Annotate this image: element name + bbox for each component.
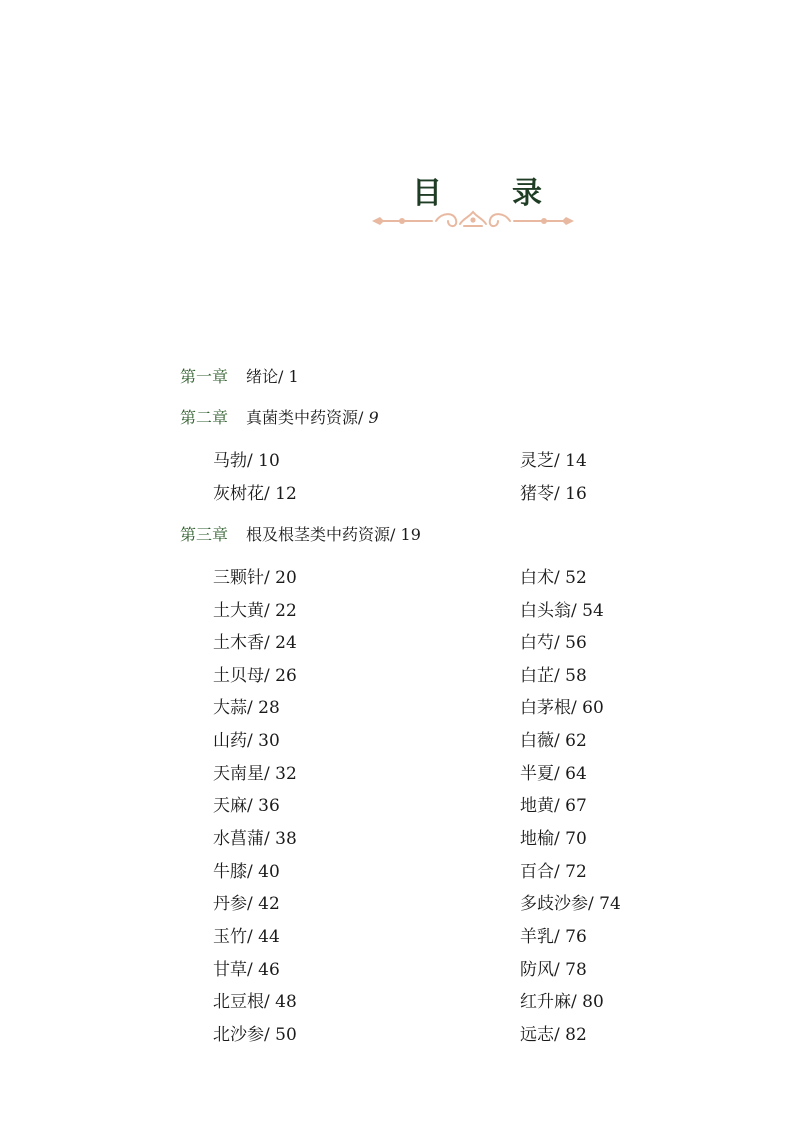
chapter-sep: / xyxy=(278,367,289,386)
chapter-page: 9 xyxy=(368,408,379,427)
chapter-2[interactable] xyxy=(180,405,379,428)
toc-entry[interactable]: 灵芝/ 14 xyxy=(520,451,587,471)
title-char-2: 录 xyxy=(512,176,542,211)
title-char-1: 目 xyxy=(412,176,442,211)
toc-entry[interactable]: 百合/ 72 xyxy=(520,862,587,882)
toc-entry[interactable]: 白芍/ 56 xyxy=(520,633,587,653)
toc-entry[interactable]: 白薇/ 62 xyxy=(520,731,587,751)
toc-entry[interactable]: 白茅根/ 60 xyxy=(520,698,604,718)
chapter-label: 第二章 xyxy=(180,408,229,427)
chapter-sep: / xyxy=(390,525,401,544)
chapter-1[interactable] xyxy=(180,364,299,387)
chapter-name: 真菌类中药资源 xyxy=(246,408,359,427)
toc-entry[interactable]: 甘草/ 46 xyxy=(213,960,280,980)
toc-entry[interactable]: 羊乳/ 76 xyxy=(520,927,587,947)
chapter-page: 19 xyxy=(400,525,421,544)
toc-entry[interactable]: 多歧沙参/ 74 xyxy=(520,894,621,914)
toc-entry[interactable]: 水菖蒲/ 38 xyxy=(213,829,297,849)
toc-entry[interactable]: 大蒜/ 28 xyxy=(213,698,280,718)
toc-entry[interactable]: 土贝母/ 26 xyxy=(213,666,297,686)
toc-entry[interactable]: 玉竹/ 44 xyxy=(213,927,280,947)
toc-entry[interactable]: 马勃/ 10 xyxy=(213,451,280,471)
toc-entry[interactable]: 白头翁/ 54 xyxy=(520,601,604,621)
page-title xyxy=(412,170,542,210)
toc-entry[interactable]: 红升麻/ 80 xyxy=(520,992,604,1012)
toc-entry[interactable]: 白芷/ 58 xyxy=(520,666,587,686)
chapter-page: 1 xyxy=(288,367,299,386)
chapter-label: 第一章 xyxy=(180,367,229,386)
toc-entry[interactable]: 白术/ 52 xyxy=(520,568,587,588)
toc-entry[interactable]: 土木香/ 24 xyxy=(213,633,297,653)
toc-entry[interactable]: 猪苓/ 16 xyxy=(520,484,587,504)
chapter-3[interactable] xyxy=(180,522,421,545)
toc-entry[interactable]: 北豆根/ 48 xyxy=(213,992,297,1012)
toc-entry[interactable]: 地黄/ 67 xyxy=(520,796,587,816)
toc-entry[interactable]: 丹参/ 42 xyxy=(213,894,280,914)
toc-entry[interactable]: 三颗针/ 20 xyxy=(213,568,297,588)
toc-entry[interactable]: 山药/ 30 xyxy=(213,731,280,751)
toc-entry[interactable]: 土大黄/ 22 xyxy=(213,601,297,621)
toc-entry[interactable]: 牛膝/ 40 xyxy=(213,862,280,882)
chapter-sep: / xyxy=(358,408,369,427)
toc-entry[interactable]: 天麻/ 36 xyxy=(213,796,280,816)
ornament-divider-icon xyxy=(370,208,576,234)
chapter-name: 绪论 xyxy=(246,367,279,386)
toc-entry[interactable]: 远志/ 82 xyxy=(520,1025,587,1045)
toc-entry[interactable]: 北沙参/ 50 xyxy=(213,1025,297,1045)
chapter-name: 根及根茎类中药资源 xyxy=(246,525,391,544)
toc-entry[interactable]: 天南星/ 32 xyxy=(213,764,297,784)
toc-entry[interactable]: 防风/ 78 xyxy=(520,960,587,980)
toc-entry[interactable]: 半夏/ 64 xyxy=(520,764,587,784)
toc-entry[interactable]: 地榆/ 70 xyxy=(520,829,587,849)
toc-entry[interactable]: 灰树花/ 12 xyxy=(213,484,297,504)
chapter-label: 第三章 xyxy=(180,525,229,544)
